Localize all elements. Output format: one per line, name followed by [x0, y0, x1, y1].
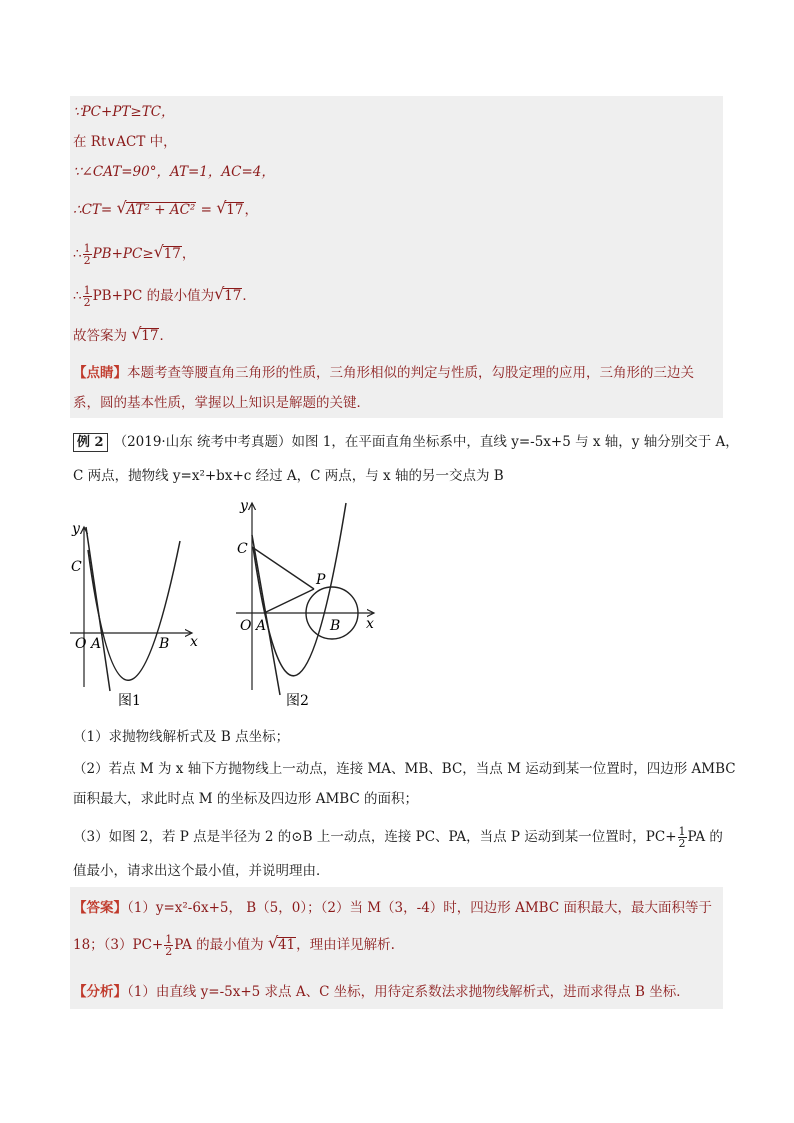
comment-line-1: 【点睛】本题考查等腰直角三角形的性质，三角形相似的判定与性质，勾股定理的应用，三角形的三边关	[73, 365, 694, 381]
c-label: C	[237, 541, 248, 557]
fig1-caption: 图1	[118, 693, 141, 709]
segment-cp	[252, 547, 314, 589]
question-2-line-1: （2）若点 M 为 x 轴下方抛物线上一动点，连接 MA、MB、BC，当点 M 运动到某一位置时，四边形 AMBC	[73, 761, 736, 777]
question-3-line-1: （3）如图 2，若 P 点是半径为 2 的⊙B 上一动点，连接 PC、PA，当点 P 运动到某一位置时，PC+ $\frac{1}{2}$ PA 的	[73, 825, 723, 850]
x-label: x	[190, 634, 198, 650]
example-intro-1: 例 2 （2019·山东 统考中考真题）如图 1，在平面直角坐标系中，直线 y=-5x+5 与 x 轴，y 轴分别交于 A，	[73, 433, 739, 452]
sqrt-value: √ 17	[214, 284, 242, 304]
fraction-half: $\frac{1}{2}$	[83, 242, 91, 267]
solution-line-6: ∴ $\frac{1}{2}$ PB+PC 的最小值为 √ 17．	[73, 284, 256, 309]
answer-line-2: 18；（3）PC+ $\frac{1}{2}$ PA 的最小值为 √ 41，理由详见解析.	[73, 933, 395, 958]
fraction-half: $\frac{1}{2}$	[165, 933, 173, 958]
a-label: A	[256, 618, 267, 634]
analysis-line: 【分析】（1）由直线 y=-5x+5 求点 A、C 坐标，用待定系数法求抛物线解析式，进而求得点 B 坐标．	[73, 984, 690, 1000]
solution-line-1: ∵PC+PT≥TC，	[73, 104, 175, 120]
sqrt-value: √ 41	[267, 933, 296, 953]
figure-2	[228, 495, 388, 715]
c-label: C	[71, 559, 82, 575]
analysis-tag: 【分析】	[73, 984, 127, 1000]
parabola	[253, 503, 346, 676]
solution-line-7: 故答案为 √ 17．	[73, 324, 173, 344]
question-2-line-2: 面积最大，求此时点 M 的坐标及四边形 AMBC 的面积；	[73, 791, 419, 807]
fraction-half: $\frac{1}{2}$	[678, 825, 686, 850]
y-label: y	[240, 498, 248, 514]
example-intro-2: C 两点，抛物线 y=x²+bx+c 经过 A，C 两点，与 x 轴的另一交点为 B	[73, 468, 504, 484]
parabola	[88, 541, 180, 680]
comment-tag: 【点睛】	[73, 365, 127, 381]
o-label: O	[75, 636, 87, 652]
solution-line-3: ∵∠CAT=90°，AT=1，AC=4，	[73, 164, 275, 180]
b-label: B	[159, 636, 170, 652]
y-label: y	[72, 521, 80, 537]
b-label: B	[330, 618, 341, 634]
a-label: A	[91, 636, 102, 652]
solution-line-2: 在 Rt∨ACT 中，	[73, 134, 177, 150]
solution-line-4: ∴CT= √ AT² + AC² = √ 17，	[73, 198, 258, 218]
p-label: P	[316, 572, 326, 588]
sqrt-value: √ 17	[131, 324, 159, 344]
sqrt-expression: √ AT² + AC²	[116, 198, 196, 218]
fig2-caption: 图2	[286, 693, 309, 709]
x-label: x	[366, 616, 374, 632]
sqrt-value: √ 17	[153, 242, 181, 262]
equals-sign: =	[200, 202, 212, 218]
o-label: O	[240, 618, 252, 634]
answer-tag: 【答案】	[73, 900, 127, 916]
comment-line-2: 系，圆的基本性质，掌握以上知识是解题的关键．	[73, 395, 370, 411]
question-1: （1）求抛物线解析式及 B 点坐标；	[73, 729, 290, 745]
fraction-half: $\frac{1}{2}$	[83, 284, 91, 309]
sqrt-value: √ 17	[216, 198, 244, 218]
example-label: 例 2	[73, 433, 108, 452]
solution-line-5: ∴ $\frac{1}{2}$ PB+PC≥ √ 17，	[73, 242, 196, 267]
line-ac	[252, 535, 280, 695]
answer-line-1: 【答案】（1）y=x²-6x+5， B（5，0）；（2）当 M（3，-4）时，四边形 AMBC 面积最大，最大面积等于	[73, 900, 712, 916]
figure-1	[62, 515, 212, 710]
ct-prefix: ∴CT=	[73, 202, 113, 218]
question-3-line-2: 值最小，请求出这个最小值，并说明理由．	[73, 863, 330, 879]
